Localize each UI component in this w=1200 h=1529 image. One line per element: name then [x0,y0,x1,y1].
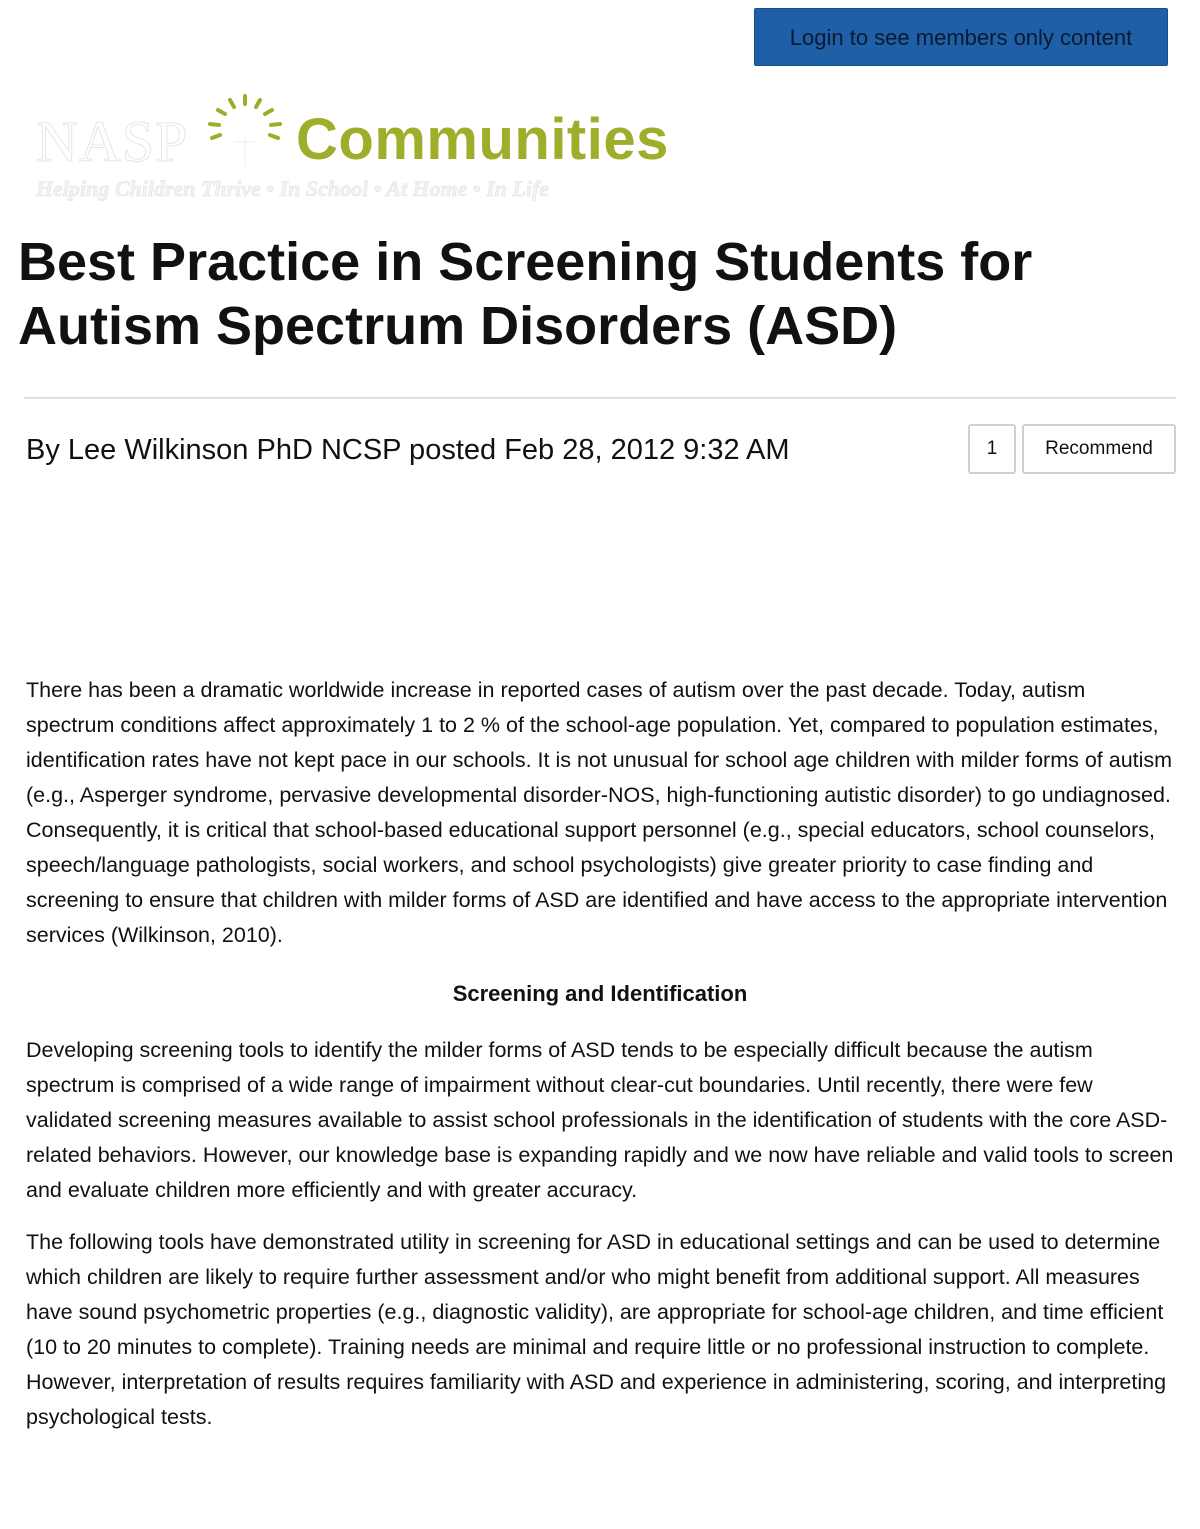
logo-communities-text: Communities [296,107,669,172]
title-divider [24,397,1176,399]
logo-tagline: Helping Children Thrive • In School • At Home • In Life [36,176,550,201]
article-title: Best Practice in Screening Students for Autism Spectrum Disorders (ASD) [18,232,1033,356]
section-subheading: Screening and Identification [452,981,748,1006]
recommend-count: 1 [968,424,1016,474]
article-byline: By Lee Wilkinson PhD NCSP posted Feb 28, 2012 9:32 AM [26,434,790,466]
sunburst-person-icon [200,92,290,170]
login-button[interactable]: Login to see members only content [754,8,1168,66]
nasp-communities-logo[interactable] [36,92,716,212]
recommend-button[interactable]: Recommend [1022,424,1176,474]
article-paragraph: The following tools have demonstrated utility in screening for ASD in educational settings and can be used to determine which children are likely to require further assessment and/or who might benefit from additional support. All measures have sound psychometric properties (e.g., diagnostic validity), are appropriate for school-age children, and time efficient (10 to 20 minutes to complete). Training needs are minimal and require little or no professional instruction to complete. However, interpretation of results requires familiarity with ASD and experience in administering, scoring, and interpreting psychological tests. [26,1230,1167,1429]
logo-nasp-text: NASP [36,109,189,174]
article-paragraph: Developing screening tools to identify the milder forms of ASD tends to be especially difficult because the autism spectrum is comprised of a wide range of impairment without clear-cut boundaries. Until recently, there were few validated screening measures available to assist school professionals in the identification of students with the core ASD-related behaviors. However, our knowledge base is expanding rapidly and we now have reliable and valid tools to screen and evaluate children more efficiently and with greater accuracy. [26,1038,1174,1202]
article-paragraph: There has been a dramatic worldwide increase in reported cases of autism over the past decade. Today, autism spectrum conditions affect approximately 1 to 2 % of the school-age population. Yet, compared to population estimates, identification rates have not kept pace in our schools. It is not unusual for school age children with milder forms of autism (e.g., Asperger syndrome, pervasive developmental disorder-NOS, high-functioning autistic disorder) to go undiagnosed. Consequently, it is critical that school-based educational support personnel (e.g., special educators, school counselors, speech/language pathologists, social workers, and school psychologists) give greater priority to case finding and screening to ensure that children with milder forms of ASD are identified and have access to the appropriate intervention services (Wilkinson, 2010). [26,678,1173,947]
